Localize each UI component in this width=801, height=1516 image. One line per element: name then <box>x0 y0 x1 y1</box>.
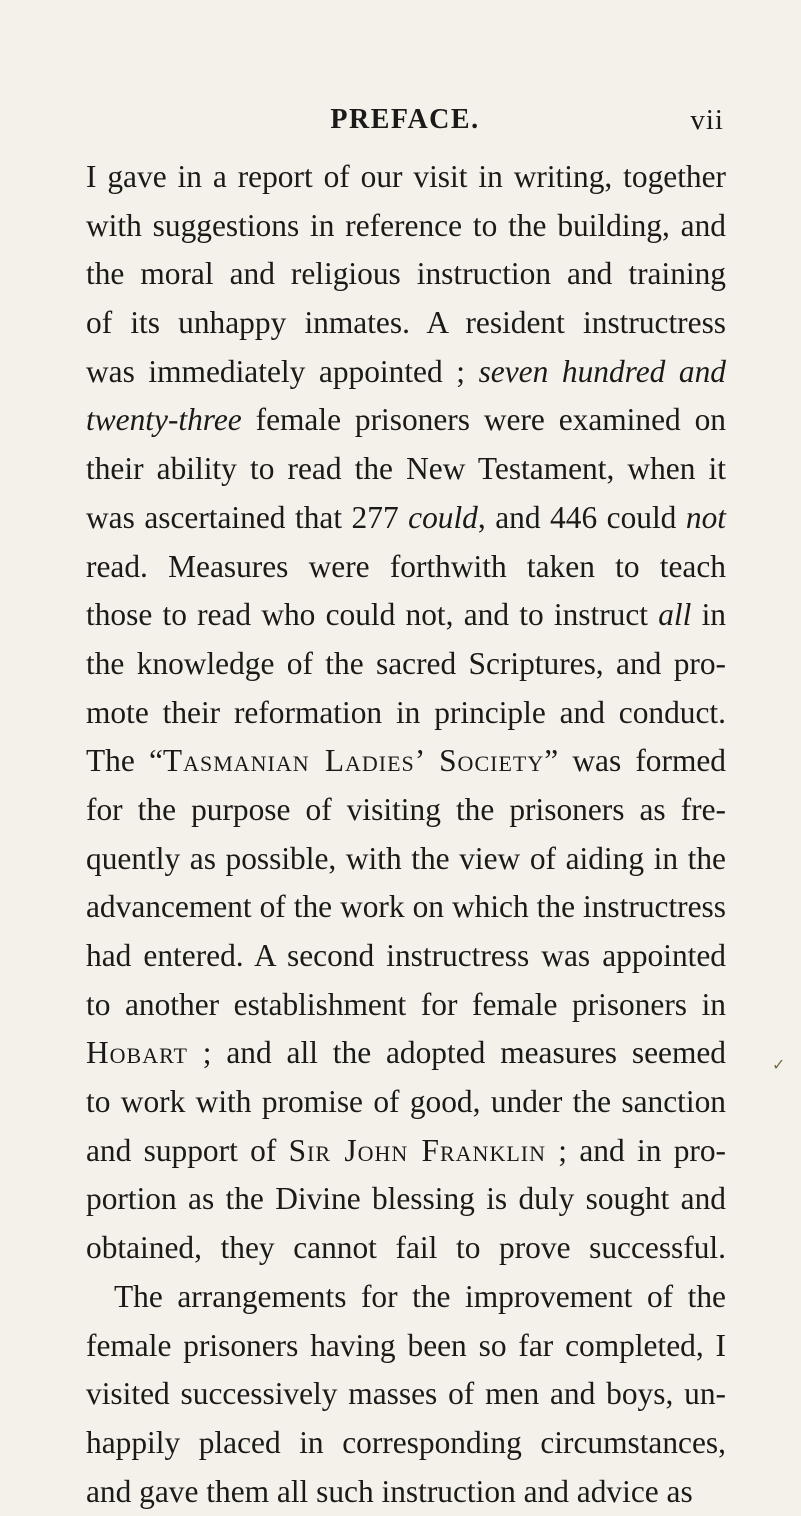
text-line <box>86 737 726 786</box>
text-line <box>86 1127 726 1176</box>
text-line <box>86 250 726 299</box>
text-segment: was immediately appointed ; <box>86 353 479 389</box>
text-segment: female prisoners having been so far completed, I <box>86 1327 726 1363</box>
text-line <box>86 640 726 689</box>
text-segment: portion as the Divine blessing is duly sought and <box>86 1181 726 1217</box>
text-line <box>86 1273 726 1322</box>
text-segment: had entered. A second instructress was appointed <box>86 938 726 973</box>
text-line <box>86 1370 726 1419</box>
text-segment: The arrangements for the improvement of the <box>114 1278 726 1314</box>
text-line <box>86 835 726 884</box>
text-line <box>86 1224 726 1273</box>
text-line <box>86 1029 726 1078</box>
text-line <box>86 202 726 251</box>
text-segment: in <box>691 597 727 633</box>
text-line <box>86 1078 726 1127</box>
text-segment: The “ <box>86 743 163 779</box>
text-line <box>86 786 726 835</box>
text-segment: , and 446 could <box>477 499 686 535</box>
text-segment: I gave in a report of our visit in writing, together <box>86 159 726 194</box>
text-line <box>86 932 726 981</box>
text-segment: quently as possible, with the view of aiding in the <box>86 840 726 876</box>
text-line <box>86 494 726 543</box>
text-segment: and support of <box>86 1132 289 1168</box>
text-segment: was ascertained that 277 <box>86 499 409 535</box>
text-segment: mote their reformation in principle and conduct. <box>86 694 726 730</box>
page-number: vii <box>690 104 724 136</box>
text-line <box>86 299 726 348</box>
text-segment: those to read who could not, and to instruct <box>86 597 659 633</box>
text-segment: their ability to read the New Testament, when it <box>86 451 726 487</box>
text-segment: the moral and religious instruction and training <box>86 256 726 292</box>
page-header <box>86 104 724 144</box>
italic-text: seven hundred and <box>478 353 727 389</box>
text-segment: ” was formed <box>544 743 726 779</box>
text-line <box>86 153 726 202</box>
text-line <box>86 689 726 738</box>
text-line <box>86 348 726 397</box>
small-caps-text: Tasmanian Ladies’ Society <box>162 743 545 779</box>
text-segment: ; and all the adopted measures seemed <box>187 1035 726 1071</box>
text-segment: the knowledge of the sacred Scriptures, and pro- <box>86 645 726 681</box>
text-line <box>86 981 726 1030</box>
text-segment: advancement of the work on which the instructress <box>86 889 726 925</box>
text-line <box>86 883 726 932</box>
text-line <box>86 1175 726 1224</box>
text-segment: happily placed in corresponding circumstances, <box>86 1424 726 1460</box>
text-line <box>86 1468 726 1516</box>
small-caps-text: Hobart <box>86 1035 188 1071</box>
small-caps-text: Sir John Franklin <box>288 1132 546 1168</box>
text-line <box>86 1322 726 1371</box>
italic-text: all <box>658 597 692 633</box>
italic-text: twenty-three <box>86 402 242 438</box>
text-segment: and gave them all such instruction and advice as <box>86 1473 693 1509</box>
text-line <box>86 396 726 445</box>
text-line <box>86 591 726 640</box>
text-line <box>86 543 726 592</box>
text-segment: to work with promise of good, under the sanction <box>86 1084 726 1120</box>
ink-speck-mark: ✓ <box>772 1057 786 1074</box>
text-segment: for the purpose of visiting the prisoners as fre- <box>86 791 726 827</box>
text-line <box>86 1419 726 1468</box>
text-segment: visited successively masses of men and boys, un- <box>86 1376 726 1412</box>
text-segment: with suggestions in reference to the building, and <box>86 207 726 243</box>
running-head: PREFACE. <box>330 104 480 135</box>
text-segment: of its unhappy inmates. A resident instructress <box>86 305 726 341</box>
italic-text: could <box>408 499 478 535</box>
text-line <box>86 445 726 494</box>
text-segment: ; and in pro- <box>546 1132 727 1168</box>
text-segment: read. Measures were forthwith taken to teach <box>86 548 726 584</box>
text-segment: female prisoners were examined on <box>241 402 726 438</box>
body-text <box>86 153 726 1516</box>
text-segment: to another establishment for female prisoners in <box>86 986 726 1022</box>
text-segment: obtained, they cannot fail to prove successful. <box>86 1230 726 1266</box>
italic-text: not <box>685 499 727 535</box>
